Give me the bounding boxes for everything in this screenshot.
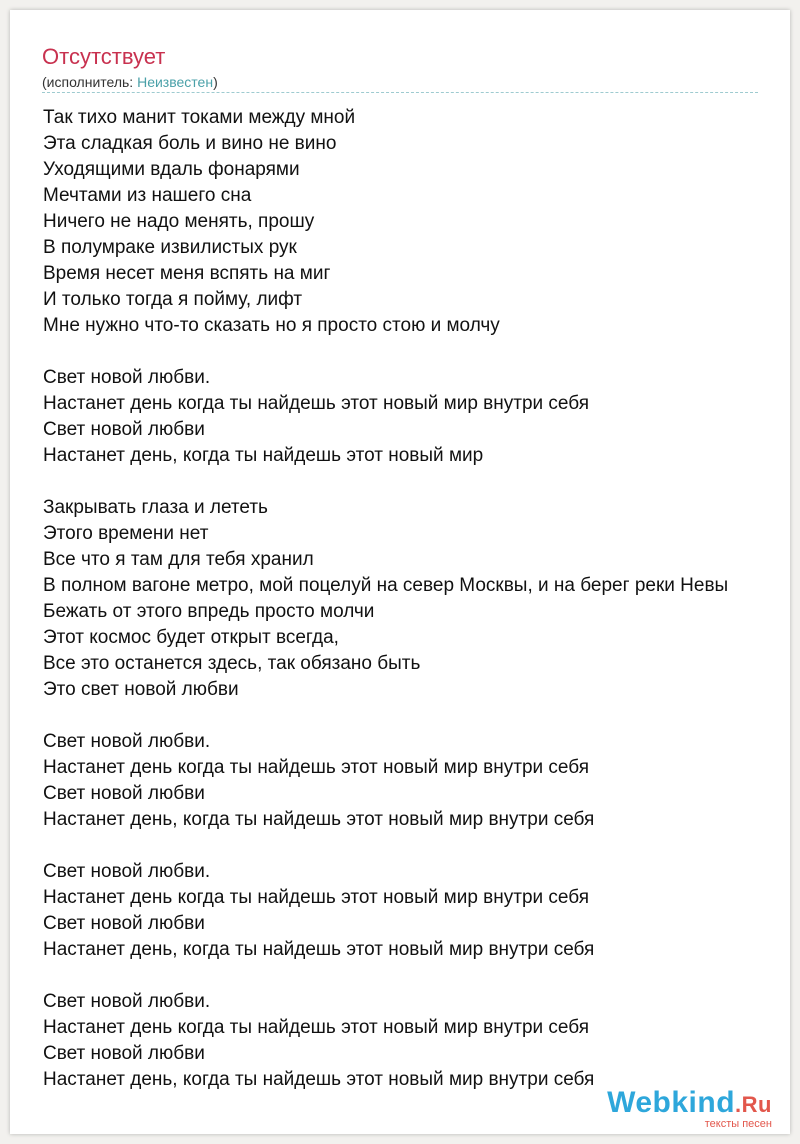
stanza-gap [43, 469, 728, 495]
lyric-line: Свет новой любви [43, 419, 205, 440]
artist-suffix: ) [213, 74, 218, 90]
site-logo[interactable] [607, 1088, 772, 1130]
lyric-line: Свет новой любви [43, 913, 205, 934]
logo-brand [607, 1088, 772, 1120]
logo-tagline: тексты песен [704, 1118, 772, 1130]
lyric-line: Свет новой любви [43, 1043, 205, 1064]
lyric-line: В полном вагоне метро, мой поцелуй на север Москвы, и на берег реки Невы [43, 575, 729, 596]
lyric-line: Так тихо манит токами между мной [43, 107, 356, 128]
lyric-line: Настанет день, когда ты найдешь этот новый мир внутри себя [43, 1069, 595, 1090]
lyric-line: Эта сладкая боль и вино не вино [43, 133, 337, 154]
lyric-line: Этот космос будет открыт всегда, [43, 627, 339, 648]
stanza-gap [43, 833, 728, 859]
lyric-line: Настанет день, когда ты найдешь этот новый мир внутри себя [43, 809, 595, 830]
lyric-line: Все что я там для тебя хранил [43, 549, 314, 570]
lyrics-text [43, 105, 728, 1093]
lyric-line: Мечтами из нашего сна [43, 185, 252, 206]
lyric-line: Настанет день когда ты найдешь этот новый мир внутри себя [43, 1017, 590, 1038]
lyric-line: Ничего не надо менять, прошу [43, 211, 315, 232]
artist-prefix: (исполнитель: [42, 74, 138, 90]
header-divider [42, 92, 758, 93]
lyric-line: Свет новой любви [43, 783, 205, 804]
artist-link[interactable]: Неизвестен [137, 74, 214, 90]
lyric-line: Настанет день когда ты найдешь этот новый мир внутри себя [43, 887, 590, 908]
logo-domain: .Ru [735, 1092, 772, 1117]
lyric-line: Настанет день когда ты найдешь этот новый мир внутри себя [43, 393, 590, 414]
lyric-line: Все это останется здесь, так обязано быть [43, 653, 421, 674]
lyric-line: Это свет новой любви [43, 679, 239, 700]
lyric-line: Закрывать глаза и лететь [43, 497, 268, 518]
lyric-line: Настанет день, когда ты найдешь этот новый мир [43, 445, 484, 466]
lyric-line: Уходящими вдаль фонарями [43, 159, 300, 180]
stanza-gap [43, 339, 728, 365]
lyric-line: Свет новой любви. [43, 861, 211, 882]
artist-line [42, 73, 218, 91]
lyric-line: Мне нужно что-то сказать но я просто стою и молчу [43, 315, 500, 336]
stanza-gap [43, 963, 728, 989]
lyric-line: Время несет меня вспять на миг [43, 263, 331, 284]
lyric-line: Свет новой любви. [43, 991, 211, 1012]
lyric-line: И только тогда я пойму, лифт [43, 289, 303, 310]
lyric-line: Свет новой любви. [43, 731, 211, 752]
lyric-line: Свет новой любви. [43, 367, 211, 388]
lyric-line: Настанет день, когда ты найдешь этот новый мир внутри себя [43, 939, 595, 960]
stanza-gap [43, 703, 728, 729]
lyric-line: В полумраке извилистых рук [43, 237, 297, 258]
lyric-line: Настанет день когда ты найдешь этот новый мир внутри себя [43, 757, 590, 778]
lyrics-page [10, 10, 790, 1134]
lyric-line: Этого времени нет [43, 523, 209, 544]
logo-brand-name: Webkind [607, 1086, 736, 1119]
song-title: Отсутствует [42, 44, 166, 69]
lyric-line: Бежать от этого впредь просто молчи [43, 601, 375, 622]
